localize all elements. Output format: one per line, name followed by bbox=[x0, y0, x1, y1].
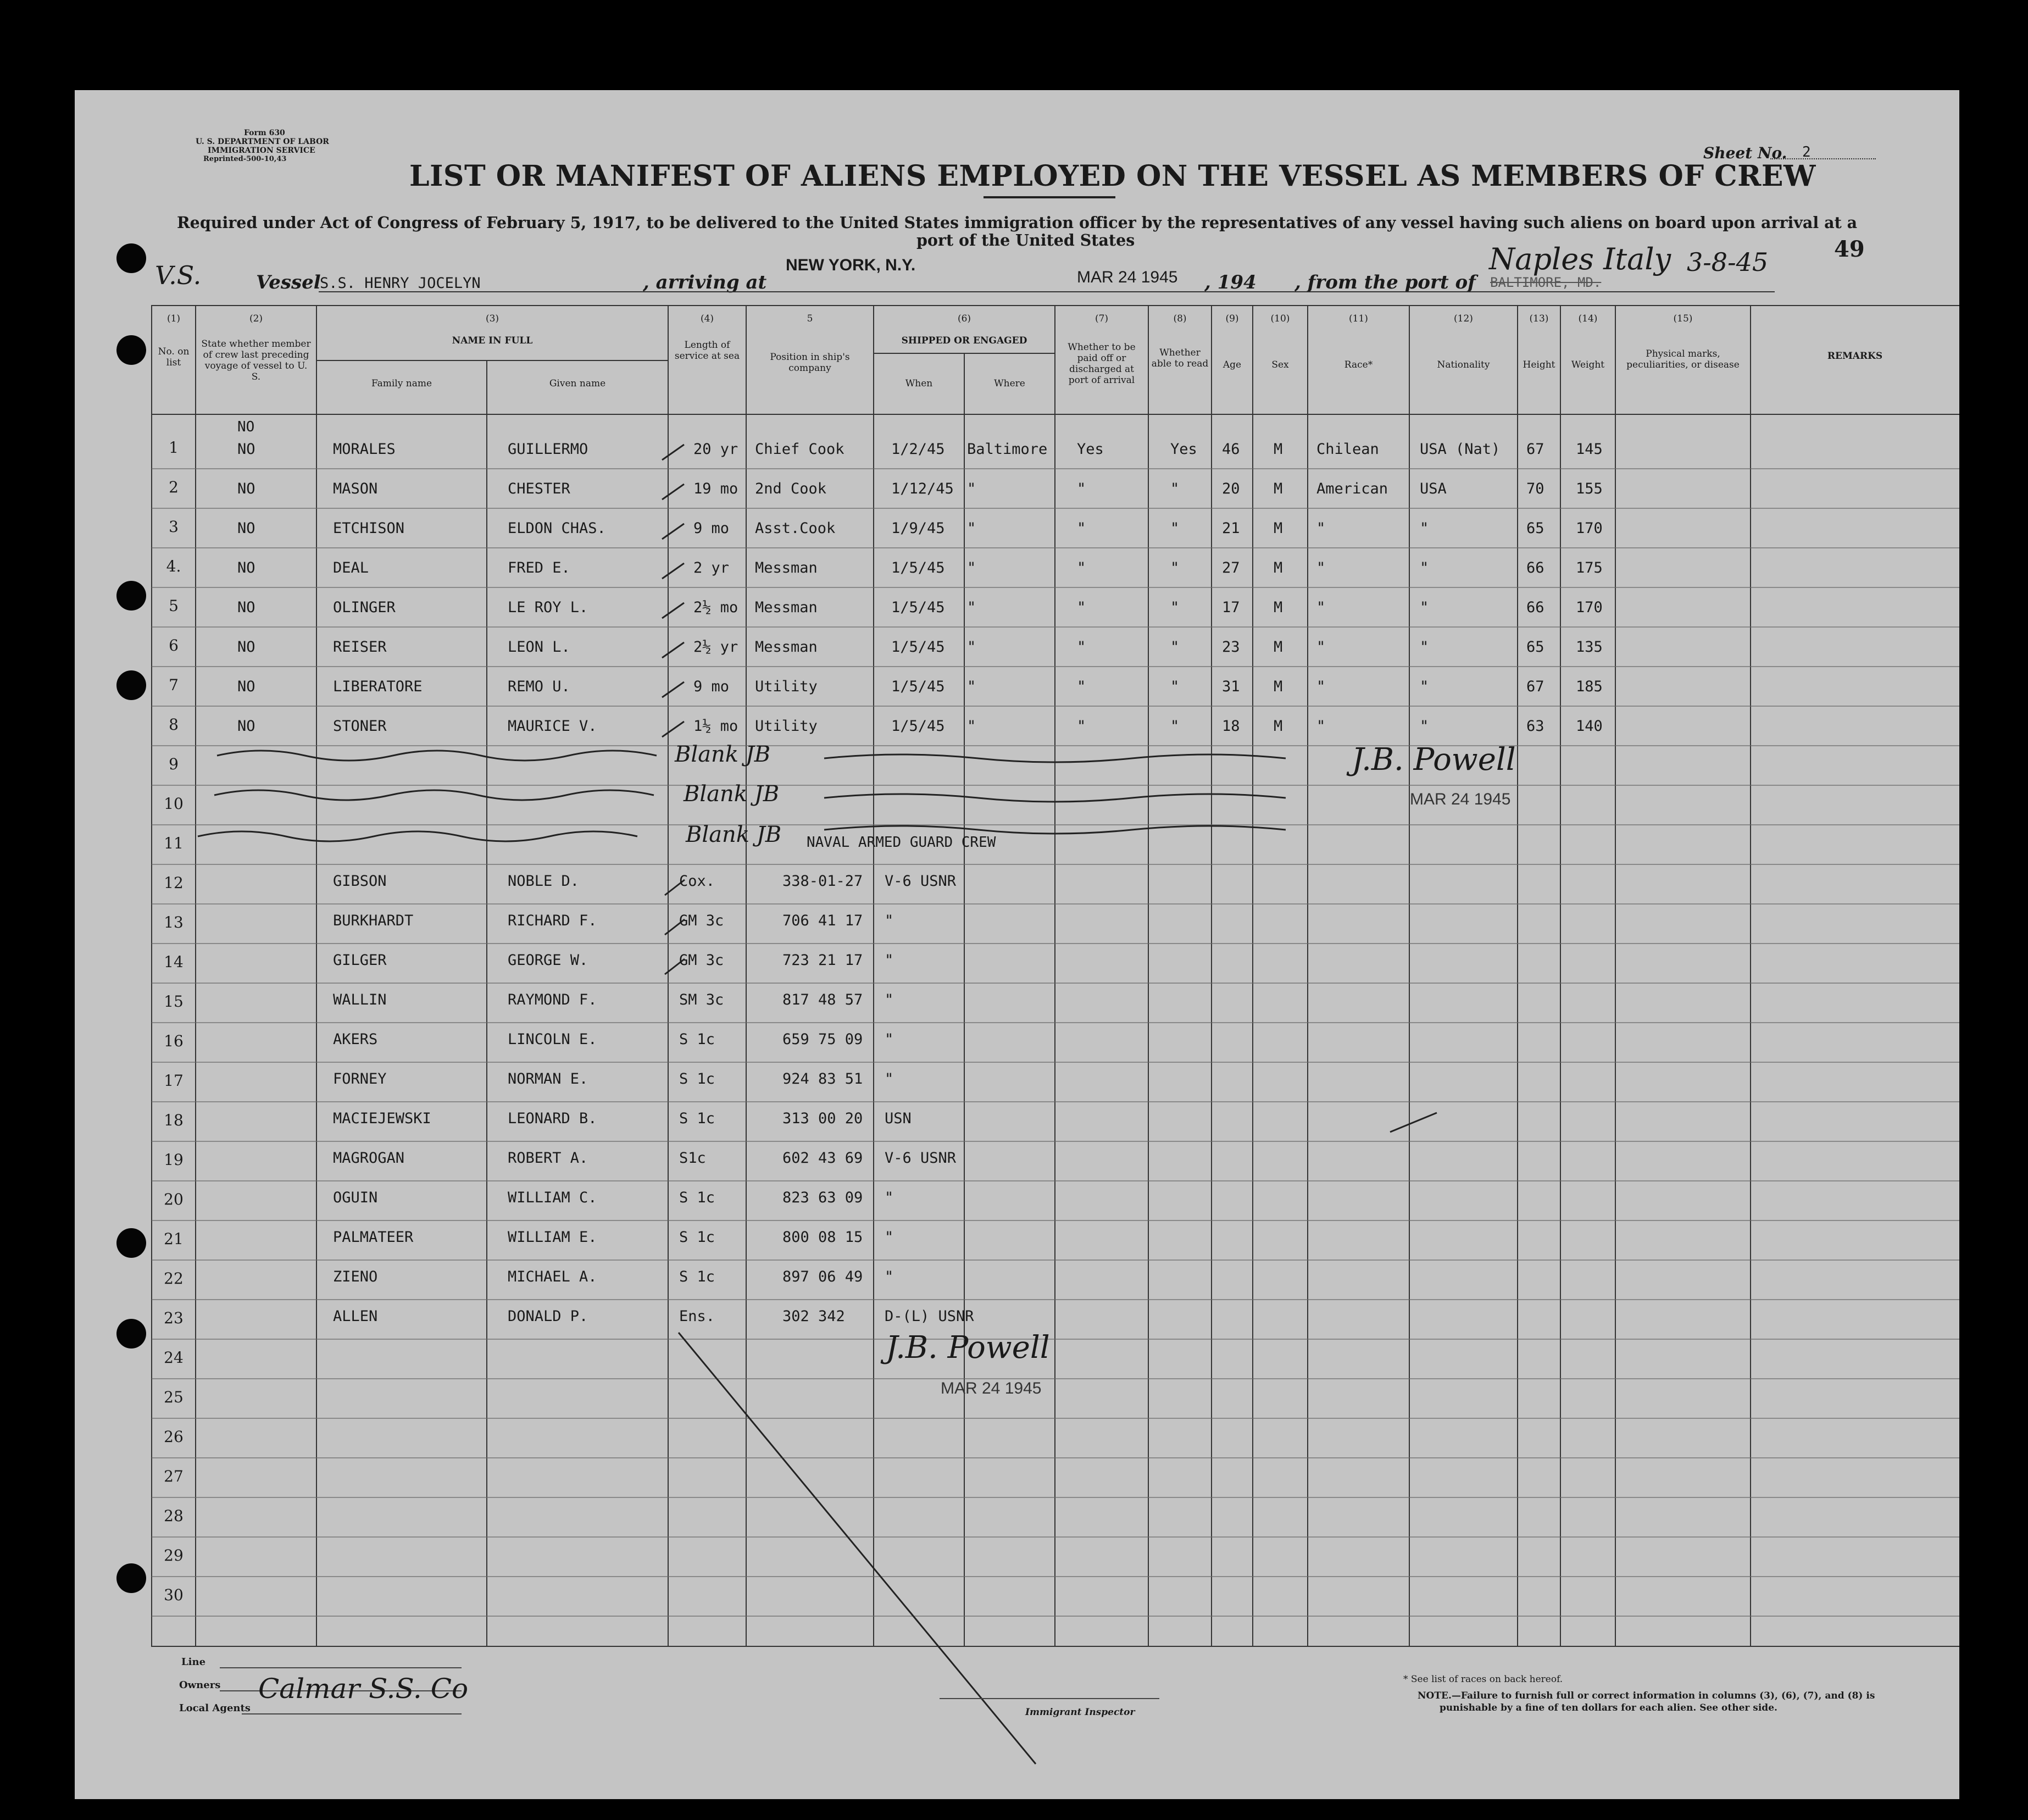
prev-voyage-cell: NO bbox=[237, 639, 255, 656]
prev-voyage-cell: NO bbox=[237, 678, 255, 695]
family-name-cell: MASON bbox=[333, 480, 378, 497]
able-read-cell: " bbox=[1170, 559, 1180, 576]
rating-cell: S 1c bbox=[679, 1031, 715, 1048]
row-number: 10 bbox=[164, 795, 184, 813]
able-read-cell: Yes bbox=[1170, 441, 1197, 458]
col-sex: Sex bbox=[1271, 359, 1289, 370]
given-name-cell: WILLIAM C. bbox=[508, 1189, 597, 1206]
blank-mark: Blank JB bbox=[686, 822, 782, 847]
line-field bbox=[220, 1667, 462, 1668]
page-number: 49 bbox=[1834, 236, 1865, 262]
inspection-stamp: MAR 24 1945 bbox=[941, 1379, 1042, 1397]
able-read-cell: " bbox=[1170, 678, 1180, 695]
shipped-when-cell: 1/5/45 bbox=[891, 678, 945, 695]
length-service-cell: 19 mo bbox=[693, 480, 738, 497]
from-port-handwritten: Naples Italy bbox=[1489, 242, 1671, 276]
position-cell: Asst.Cook bbox=[755, 520, 836, 537]
given-name-cell: RAYMOND F. bbox=[508, 991, 597, 1008]
line-label: Line bbox=[181, 1656, 206, 1668]
col-nationality-number: (12) bbox=[1454, 313, 1473, 324]
given-name-cell: FRED E. bbox=[508, 559, 570, 576]
from-port-label: , from the port of bbox=[1294, 271, 1476, 293]
service-number-cell: 706 41 17 bbox=[782, 912, 863, 929]
nationality-cell: " bbox=[1420, 678, 1429, 695]
signature-initials: J.B. Powell bbox=[1352, 742, 1516, 778]
vessel-name: S.S. HENRY JOCELYN bbox=[320, 275, 481, 292]
branch-cell: D-(L) USNR bbox=[885, 1308, 974, 1325]
given-name-cell: ROBERT A. bbox=[508, 1150, 588, 1167]
row-number: 23 bbox=[164, 1309, 184, 1327]
form-number: Form 630 bbox=[244, 129, 285, 137]
family-name-cell: PALMATEER bbox=[333, 1229, 414, 1246]
col-nationality: Nationality bbox=[1437, 359, 1490, 370]
paid-off-cell: " bbox=[1077, 678, 1086, 695]
length-service-cell: 2½ mo bbox=[693, 599, 738, 616]
branch-cell: " bbox=[885, 952, 894, 969]
col-read-number: (8) bbox=[1173, 313, 1187, 324]
row-number: 14 bbox=[164, 953, 184, 971]
height-cell: 63 bbox=[1526, 718, 1544, 735]
position-cell: Messman bbox=[755, 599, 818, 616]
rating-cell: SM 3c bbox=[679, 991, 724, 1008]
sex-cell: M bbox=[1274, 599, 1283, 616]
length-service-cell: 2½ yr bbox=[693, 639, 738, 656]
race-cell: " bbox=[1316, 718, 1326, 735]
agents-label: Local Agents bbox=[179, 1702, 251, 1714]
prev-voyage-cell: NO bbox=[237, 480, 255, 497]
branch-cell: " bbox=[885, 912, 894, 929]
col-given-name: Given name bbox=[549, 378, 606, 389]
col-name-number: (3) bbox=[485, 313, 499, 324]
rating-cell: S 1c bbox=[679, 1189, 715, 1206]
family-name-cell: WALLIN bbox=[333, 991, 387, 1008]
sex-cell: M bbox=[1274, 480, 1283, 497]
section-heading: NAVAL ARMED GUARD CREW bbox=[807, 834, 996, 851]
family-name-cell: STONER bbox=[333, 718, 387, 735]
shipped-where-cell: " bbox=[967, 520, 976, 537]
form-department: U. S. DEPARTMENT OF LABOR bbox=[196, 137, 329, 146]
sex-cell: M bbox=[1274, 520, 1283, 537]
race-cell: " bbox=[1316, 599, 1326, 616]
length-service-cell: 2 yr bbox=[693, 559, 730, 576]
weight-cell: 155 bbox=[1576, 480, 1603, 497]
row-number: 30 bbox=[164, 1586, 184, 1604]
row-number: 15 bbox=[164, 992, 184, 1011]
row-number: 19 bbox=[164, 1151, 184, 1169]
weight-cell: 170 bbox=[1576, 599, 1603, 616]
col-no-number: (1) bbox=[166, 313, 181, 324]
shipped-where-cell: " bbox=[967, 599, 976, 616]
service-number-cell: 313 00 20 bbox=[782, 1110, 863, 1127]
departure-date-handwritten: 3-8-45 bbox=[1687, 247, 1769, 277]
age-cell: 23 bbox=[1222, 639, 1240, 656]
weight-cell: 175 bbox=[1576, 559, 1603, 576]
signature-initials: J.B. Powell bbox=[886, 1330, 1050, 1366]
height-cell: 67 bbox=[1526, 441, 1544, 458]
row-number: 18 bbox=[164, 1111, 184, 1129]
paid-off-cell: " bbox=[1077, 639, 1086, 656]
given-name-cell: DONALD P. bbox=[508, 1308, 588, 1325]
shipped-when-cell: 1/2/45 bbox=[891, 441, 945, 458]
service-number-cell: 602 43 69 bbox=[782, 1150, 863, 1167]
length-service-cell: 9 mo bbox=[693, 520, 730, 537]
shipped-when-cell: 1/5/45 bbox=[891, 559, 945, 576]
weight-cell: 145 bbox=[1576, 441, 1603, 458]
prev-voyage-cell: NO bbox=[237, 599, 255, 616]
rating-cell: S 1c bbox=[679, 1110, 715, 1127]
able-read-cell: " bbox=[1170, 639, 1180, 656]
sex-cell: M bbox=[1274, 441, 1283, 458]
given-name-cell: GUILLERMO bbox=[508, 441, 588, 458]
agents-handwritten: Calmar S.S. Co bbox=[258, 1673, 469, 1705]
family-name-cell: GILGER bbox=[333, 952, 387, 969]
height-cell: 65 bbox=[1526, 520, 1544, 537]
height-cell: 70 bbox=[1526, 480, 1544, 497]
arriving-label: , arriving at bbox=[643, 271, 767, 293]
row-number: 11 bbox=[164, 834, 184, 852]
extra-no: NO bbox=[237, 419, 255, 435]
row-number: 4. bbox=[166, 557, 181, 575]
age-cell: 27 bbox=[1222, 559, 1240, 576]
length-service-cell: 9 mo bbox=[693, 678, 730, 695]
family-name-cell: AKERS bbox=[333, 1031, 378, 1048]
given-name-cell: ELDON CHAS. bbox=[508, 520, 606, 537]
col-marks-number: (15) bbox=[1673, 313, 1693, 324]
rating-cell: S 1c bbox=[679, 1268, 715, 1285]
length-service-cell: 1½ mo bbox=[693, 718, 738, 735]
prev-voyage-cell: NO bbox=[237, 718, 255, 735]
col-weight: Weight bbox=[1571, 359, 1605, 370]
family-name-cell: GIBSON bbox=[333, 873, 387, 890]
service-number-cell: 723 21 17 bbox=[782, 952, 863, 969]
blank-mark: Blank JB bbox=[684, 781, 780, 807]
age-cell: 46 bbox=[1222, 441, 1240, 458]
given-name-cell: RICHARD F. bbox=[508, 912, 597, 929]
row-number: 16 bbox=[164, 1032, 184, 1050]
branch-cell: " bbox=[885, 1189, 894, 1206]
col-paid-number: (7) bbox=[1094, 313, 1109, 324]
family-name-cell: FORNEY bbox=[333, 1070, 387, 1087]
age-cell: 20 bbox=[1222, 480, 1240, 497]
sex-cell: M bbox=[1274, 718, 1283, 735]
branch-cell: USN bbox=[885, 1110, 912, 1127]
from-port-typed: BALTIMORE, MD. bbox=[1490, 275, 1602, 290]
col-physical-marks: Physical marks, peculiarities, or disease bbox=[1626, 348, 1740, 370]
given-name-cell: NOBLE D. bbox=[508, 873, 580, 890]
row-number: 25 bbox=[164, 1388, 184, 1406]
penalty-note-cont: punishable by a fine of ten dollars for each alien. See other side. bbox=[1440, 1702, 1777, 1713]
weight-cell: 185 bbox=[1576, 678, 1603, 695]
able-read-cell: " bbox=[1170, 718, 1180, 735]
position-cell: Chief Cook bbox=[755, 441, 844, 458]
family-name-cell: MAGROGAN bbox=[333, 1150, 405, 1167]
col-shipped-engaged: SHIPPED OR ENGAGED bbox=[901, 335, 1027, 346]
arrival-date-stamp: MAR 24 1945 bbox=[1077, 268, 1178, 286]
sex-cell: M bbox=[1274, 559, 1283, 576]
family-name-cell: LIBERATORE bbox=[333, 678, 423, 695]
form-reprint: Reprinted-500-10,43 bbox=[203, 155, 287, 163]
given-name-cell: LINCOLN E. bbox=[508, 1031, 597, 1048]
shipped-where-cell: " bbox=[967, 718, 976, 735]
rating-cell: Ens. bbox=[679, 1308, 715, 1325]
nationality-cell: " bbox=[1420, 559, 1429, 576]
able-read-cell: " bbox=[1170, 599, 1180, 616]
branch-cell: " bbox=[885, 1070, 894, 1087]
service-number-cell: 823 63 09 bbox=[782, 1189, 863, 1206]
paid-off-cell: " bbox=[1077, 480, 1086, 497]
given-name-cell: WILLIAM E. bbox=[508, 1229, 597, 1246]
weight-cell: 135 bbox=[1576, 639, 1603, 656]
given-name-cell: LEONARD B. bbox=[508, 1110, 597, 1127]
shipped-when-cell: 1/9/45 bbox=[891, 520, 945, 537]
age-cell: 17 bbox=[1222, 599, 1240, 616]
shipped-where-cell: Baltimore bbox=[967, 441, 1048, 458]
given-name-cell: CHESTER bbox=[508, 480, 570, 497]
col-when: When bbox=[905, 378, 933, 389]
branch-cell: " bbox=[885, 1031, 894, 1048]
given-name-cell: LE ROY L. bbox=[508, 599, 588, 616]
family-name-cell: OGUIN bbox=[333, 1189, 378, 1206]
col-age-number: (9) bbox=[1225, 313, 1239, 324]
paid-off-cell: " bbox=[1077, 520, 1086, 537]
col-race: Race* bbox=[1344, 359, 1373, 370]
col-position-number: 5 bbox=[807, 313, 813, 324]
rating-cell: S 1c bbox=[679, 1070, 715, 1087]
subtitle: Required under Act of Congress of February 5, 1917, to be delivered to the United States immigration officer by the representatives of any vessel having such aliens on board upon arrival at a bbox=[177, 213, 1858, 232]
nationality-cell: " bbox=[1420, 599, 1429, 616]
height-cell: 66 bbox=[1526, 559, 1544, 576]
row-number: 13 bbox=[164, 913, 184, 931]
col-race-number: (11) bbox=[1349, 313, 1368, 324]
row-number: 8 bbox=[169, 715, 179, 734]
agents-field bbox=[242, 1713, 462, 1714]
paid-off-cell: " bbox=[1077, 559, 1086, 576]
able-read-cell: " bbox=[1170, 480, 1180, 497]
form-service: IMMIGRATION SERVICE bbox=[208, 146, 315, 155]
col-remarks: REMARKS bbox=[1827, 351, 1883, 362]
inspection-stamp: MAR 24 1945 bbox=[1410, 790, 1511, 808]
col-where: Where bbox=[994, 378, 1025, 389]
row-number: 1 bbox=[169, 439, 179, 457]
row-number: 27 bbox=[164, 1467, 184, 1485]
col-position: Position in ship's company bbox=[770, 352, 850, 374]
family-name-cell: MACIEJEWSKI bbox=[333, 1110, 431, 1127]
shipped-when-cell: 1/5/45 bbox=[891, 599, 945, 616]
col-no-on-list: No. on list bbox=[158, 346, 190, 368]
blank-mark: Blank JB bbox=[675, 742, 771, 767]
shipped-where-cell: " bbox=[967, 639, 976, 656]
service-number-cell: 338-01-27 bbox=[782, 873, 863, 890]
sheet-label: Sheet No. bbox=[1703, 144, 1787, 162]
height-cell: 67 bbox=[1526, 678, 1544, 695]
row-number: 21 bbox=[164, 1230, 184, 1248]
race-cell: American bbox=[1316, 480, 1388, 497]
shipped-when-cell: 1/5/45 bbox=[891, 639, 945, 656]
paid-off-cell: " bbox=[1077, 718, 1086, 735]
family-name-cell: ALLEN bbox=[333, 1308, 378, 1325]
vessel-label: Vessel bbox=[256, 271, 321, 293]
col-sex-number: (10) bbox=[1270, 313, 1290, 324]
race-note: * See list of races on back hereof. bbox=[1403, 1674, 1563, 1685]
given-name-cell: MAURICE V. bbox=[508, 718, 597, 735]
shipped-when-cell: 1/5/45 bbox=[891, 718, 945, 735]
sheet-number: 2 bbox=[1802, 144, 1811, 160]
shipped-where-cell: " bbox=[967, 559, 976, 576]
col-shipped-number: (6) bbox=[957, 313, 971, 324]
length-service-cell: 20 yr bbox=[693, 441, 738, 458]
row-number: 3 bbox=[169, 518, 179, 536]
family-name-cell: ZIENO bbox=[333, 1268, 378, 1285]
service-number-cell: 302 342 bbox=[782, 1308, 845, 1325]
row-number: 17 bbox=[164, 1072, 184, 1090]
nationality-cell: USA bbox=[1420, 480, 1447, 497]
position-cell: Utility bbox=[755, 678, 818, 695]
weight-cell: 170 bbox=[1576, 520, 1603, 537]
margin-note: V.S. bbox=[155, 260, 202, 290]
nationality-cell: " bbox=[1420, 639, 1429, 656]
height-cell: 66 bbox=[1526, 599, 1544, 616]
row-number: 29 bbox=[164, 1546, 184, 1564]
family-name-cell: REISER bbox=[333, 639, 387, 656]
row-number: 7 bbox=[169, 676, 179, 694]
row-number: 24 bbox=[164, 1349, 184, 1367]
nationality-cell: " bbox=[1420, 718, 1429, 735]
inspector-field bbox=[940, 1698, 1159, 1699]
rating-cell: S 1c bbox=[679, 1229, 715, 1246]
family-name-cell: DEAL bbox=[333, 559, 369, 576]
prev-voyage-cell: NO bbox=[237, 559, 255, 576]
race-cell: Chilean bbox=[1316, 441, 1379, 458]
service-number-cell: 924 83 51 bbox=[782, 1070, 863, 1087]
owners-label: Owners bbox=[179, 1679, 221, 1691]
prev-voyage-cell: NO bbox=[237, 441, 255, 458]
page-title: LIST OR MANIFEST OF ALIENS EMPLOYED ON THE VESSEL AS MEMBERS OF CREW bbox=[409, 159, 1816, 193]
branch-cell: " bbox=[885, 991, 894, 1008]
row-number: 26 bbox=[164, 1428, 184, 1446]
col-height-number: (13) bbox=[1529, 313, 1549, 324]
row-number: 20 bbox=[164, 1190, 184, 1208]
row-number: 5 bbox=[169, 597, 179, 615]
nationality-cell: USA (Nat) bbox=[1420, 441, 1501, 458]
service-number-cell: 817 48 57 bbox=[782, 991, 863, 1008]
col-able-read: Whether able to read bbox=[1151, 347, 1209, 369]
given-name-cell: LEON L. bbox=[508, 639, 570, 656]
race-cell: " bbox=[1316, 559, 1326, 576]
check-marks bbox=[662, 445, 685, 974]
family-name-cell: MORALES bbox=[333, 441, 396, 458]
year-label: , 194 bbox=[1204, 271, 1257, 293]
branch-cell: V-6 USNR bbox=[885, 1150, 957, 1167]
height-cell: 65 bbox=[1526, 639, 1544, 656]
nationality-cell: " bbox=[1420, 520, 1429, 537]
col-prev-number: (2) bbox=[249, 313, 263, 324]
branch-cell: V-6 USNR bbox=[885, 873, 957, 890]
rating-cell: S1c bbox=[679, 1150, 706, 1167]
service-number-cell: 659 75 09 bbox=[782, 1031, 863, 1048]
rating-cell: GM 3c bbox=[679, 912, 724, 929]
row-number: 28 bbox=[164, 1507, 184, 1525]
col-name-in-full: NAME IN FULL bbox=[452, 335, 533, 346]
position-cell: Messman bbox=[755, 639, 818, 656]
row-number: 22 bbox=[164, 1269, 184, 1288]
given-name-cell: NORMAN E. bbox=[508, 1070, 588, 1087]
position-cell: Messman bbox=[755, 559, 818, 576]
race-cell: " bbox=[1316, 520, 1326, 537]
sex-cell: M bbox=[1274, 639, 1283, 656]
given-name-cell: REMO U. bbox=[508, 678, 570, 695]
position-cell: 2nd Cook bbox=[755, 480, 827, 497]
age-cell: 31 bbox=[1222, 678, 1240, 695]
rating-cell: Cox. bbox=[679, 873, 715, 890]
paid-off-cell: " bbox=[1077, 599, 1086, 616]
col-height: Height bbox=[1523, 359, 1555, 370]
family-name-cell: OLINGER bbox=[333, 599, 396, 616]
paid-off-cell: Yes bbox=[1077, 441, 1104, 458]
shipped-where-cell: " bbox=[967, 678, 976, 695]
age-cell: 18 bbox=[1222, 718, 1240, 735]
handwritten-tick bbox=[1390, 1113, 1437, 1132]
age-cell: 21 bbox=[1222, 520, 1240, 537]
row-number: 12 bbox=[164, 874, 184, 892]
family-name-cell: BURKHARDT bbox=[333, 912, 414, 929]
weight-cell: 140 bbox=[1576, 718, 1603, 735]
race-cell: " bbox=[1316, 639, 1326, 656]
prev-voyage-cell: NO bbox=[237, 520, 255, 537]
arrival-port: NEW YORK, N.Y. bbox=[786, 256, 916, 274]
col-age: Age bbox=[1223, 359, 1242, 370]
position-cell: Utility bbox=[755, 718, 818, 735]
col-length-number: (4) bbox=[700, 313, 714, 324]
sex-cell: M bbox=[1274, 678, 1283, 695]
col-state-whether: State whether member of crew last preceding voyage of vessel to U. S. bbox=[201, 339, 311, 382]
shipped-where-cell: " bbox=[967, 480, 976, 497]
race-cell: " bbox=[1316, 678, 1326, 695]
col-weight-number: (14) bbox=[1578, 313, 1598, 324]
able-read-cell: " bbox=[1170, 520, 1180, 537]
shipped-when-cell: 1/12/45 bbox=[891, 480, 954, 497]
given-name-cell: MICHAEL A. bbox=[508, 1268, 597, 1285]
row-number: 9 bbox=[169, 755, 179, 773]
service-number-cell: 897 06 49 bbox=[782, 1268, 863, 1285]
subtitle-cont: port of the United States bbox=[916, 231, 1135, 249]
given-name-cell: GEORGE W. bbox=[508, 952, 588, 969]
col-family-name: Family name bbox=[371, 378, 432, 389]
row-number: 2 bbox=[169, 478, 179, 496]
inspector-label: Immigrant Inspector bbox=[1025, 1707, 1135, 1718]
branch-cell: " bbox=[885, 1229, 894, 1246]
branch-cell: " bbox=[885, 1268, 894, 1285]
family-name-cell: ETCHISON bbox=[333, 520, 405, 537]
row-number: 6 bbox=[169, 636, 179, 654]
col-paid-off: Whether to be paid off or discharged at port of arrival bbox=[1068, 342, 1136, 386]
rating-cell: GM 3c bbox=[679, 952, 724, 969]
col-length-service: Length of service at sea bbox=[674, 340, 740, 362]
service-number-cell: 800 08 15 bbox=[782, 1229, 863, 1246]
penalty-note: NOTE.—Failure to furnish full or correct information in columns (3), (6), (7), and (8) is bbox=[1418, 1690, 1875, 1701]
